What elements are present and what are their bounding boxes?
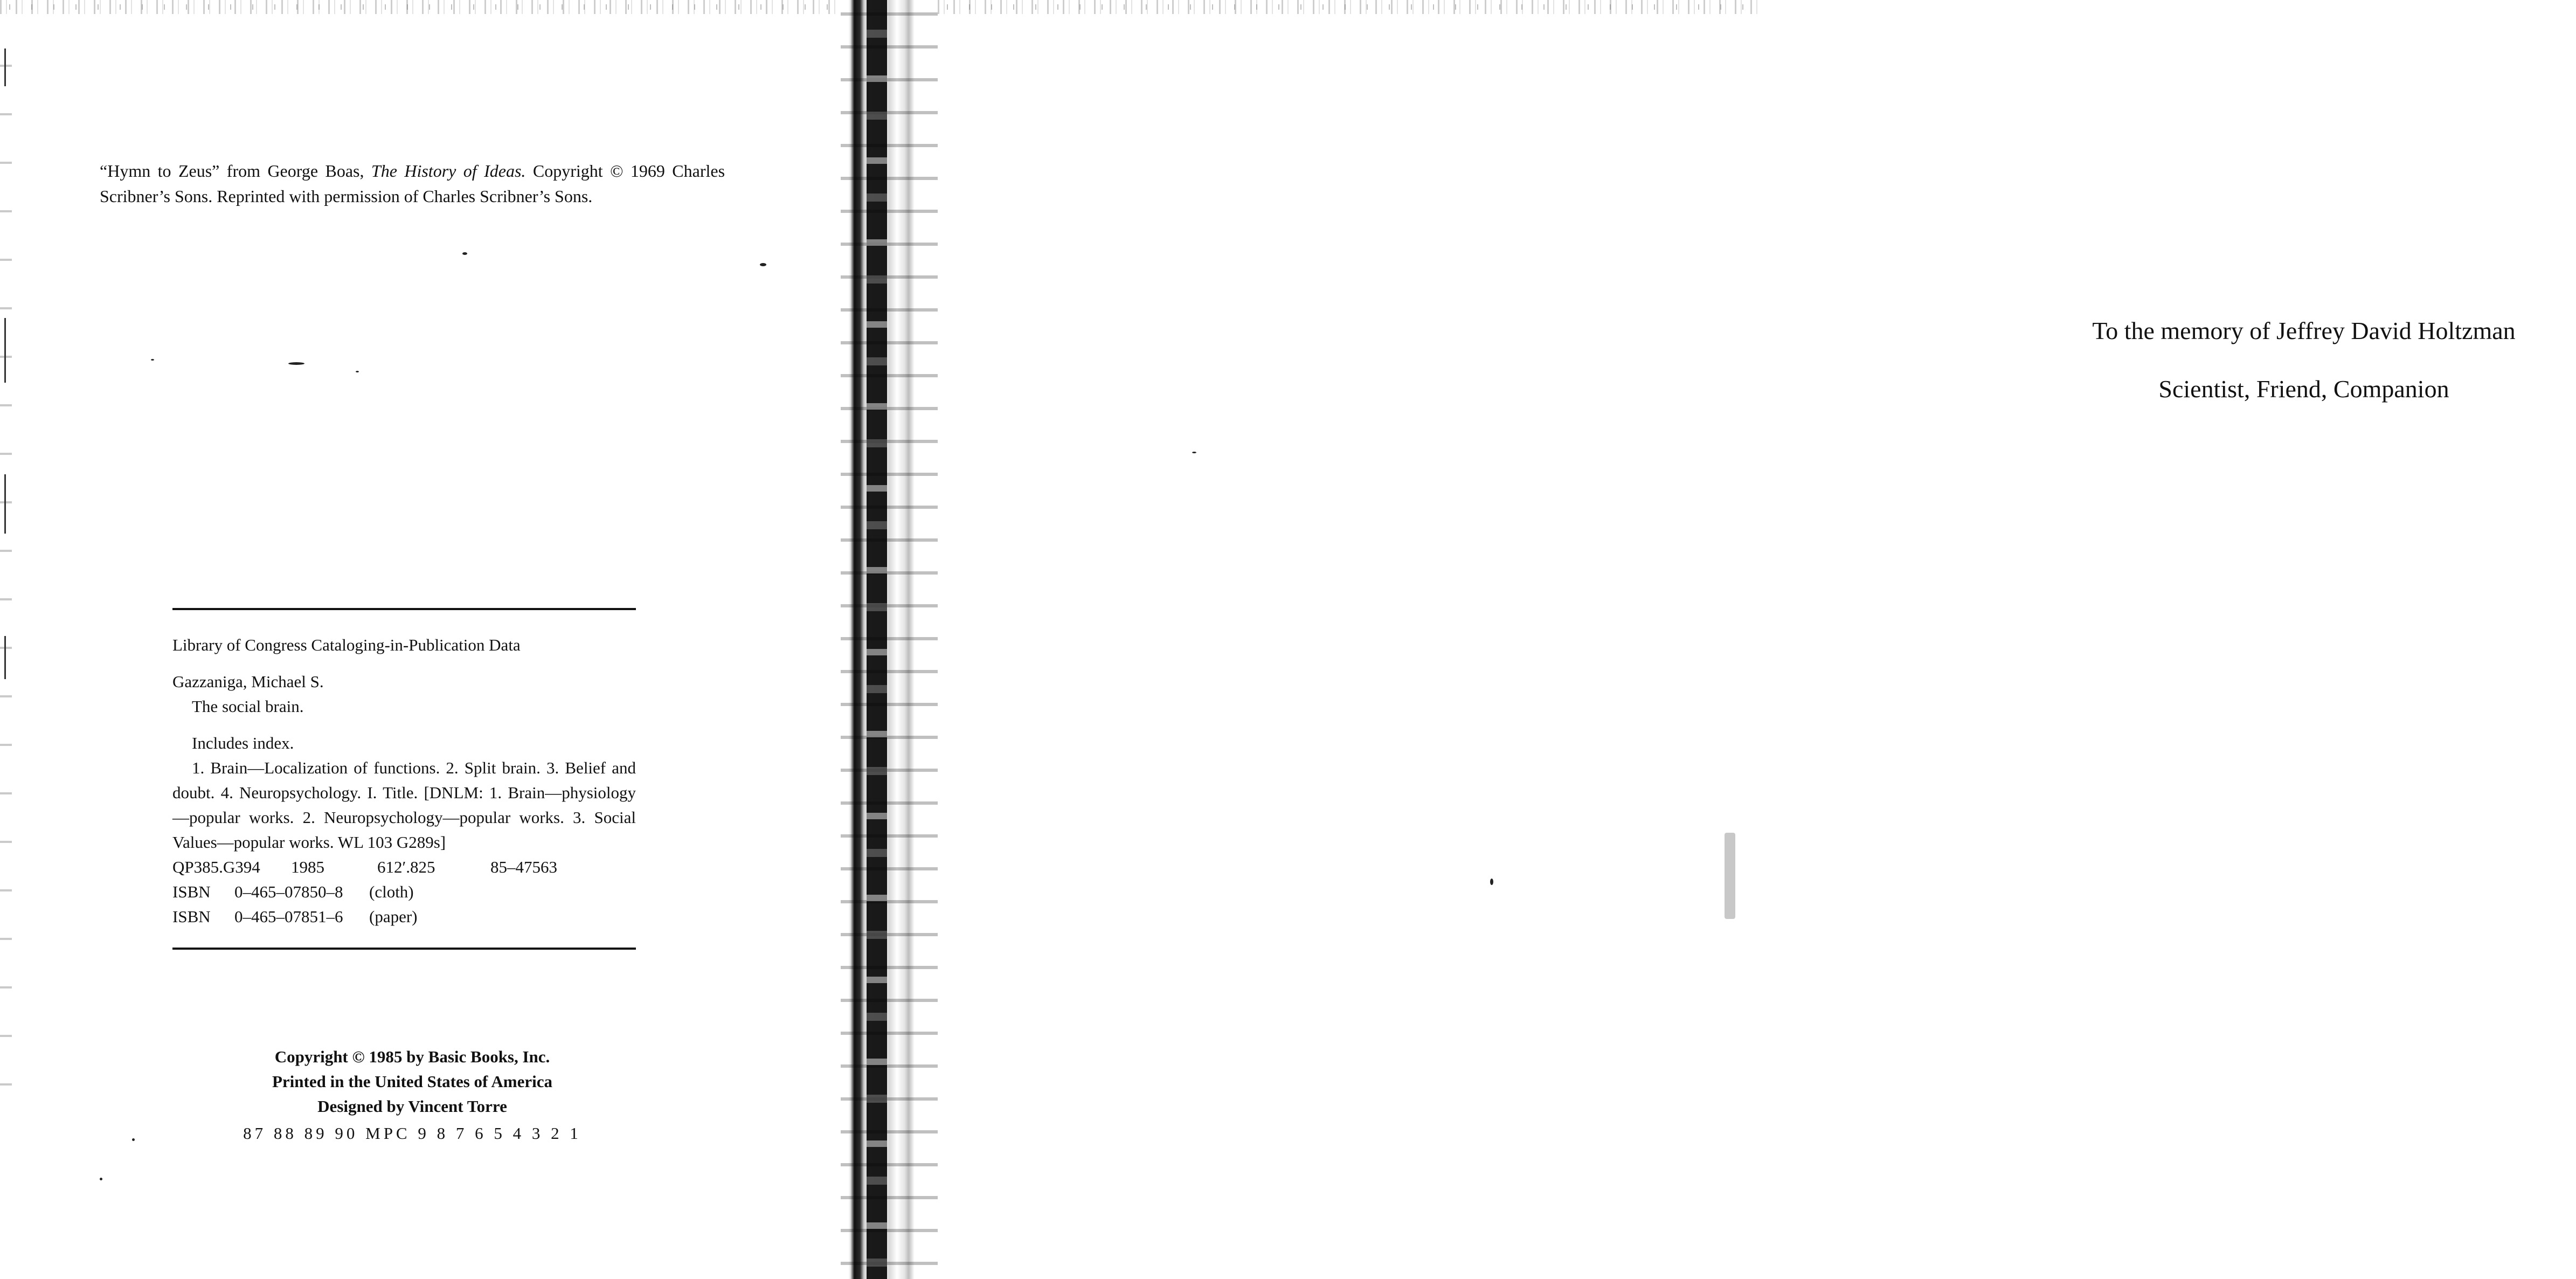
credit-book-title: The History of Ideas. [371, 161, 526, 181]
credit-suffix: Copyright © 1969 Charles Scribner’s Sons. Reprinted with permission of Charles Scribner’s Sons. [100, 161, 725, 206]
cip-title: The social brain. [192, 697, 304, 716]
cip-author: Gazzaniga, Michael S. [172, 672, 324, 691]
speck [1490, 879, 1493, 885]
cip-year: 1985 [291, 858, 324, 876]
speck [151, 359, 154, 361]
speck [760, 263, 766, 266]
speck [288, 362, 304, 365]
isbn-number: 0–465–07850–8 [234, 882, 343, 901]
scan-edge-mark [4, 474, 6, 534]
isbn-row [172, 880, 636, 904]
book-gutter [841, 0, 938, 1279]
right-page [938, 0, 2516, 1279]
imprint-printed: Printed in the United States of America [272, 1072, 553, 1091]
cip-lccn: 85–47563 [490, 858, 557, 876]
scan-edge-mark [1725, 833, 1735, 919]
permission-credit [100, 158, 725, 209]
isbn-number: 0–465–07851–6 [234, 907, 343, 926]
cip-heading: Library of Congress Cataloging-in-Publication Data [172, 635, 521, 654]
imprint-copyright: Copyright © 1985 by Basic Books, Inc. [274, 1047, 550, 1066]
cip-includes: Includes index. [192, 734, 294, 752]
dedication [2032, 302, 2576, 418]
cip-call-number: QP385.G394 [172, 858, 260, 876]
speck [462, 252, 467, 255]
imprint-block [205, 1045, 620, 1146]
credit-prefix: “Hymn to Zeus” from George Boas, [100, 161, 371, 181]
speck [1192, 452, 1196, 453]
isbn-binding: (cloth) [369, 882, 414, 901]
cip-top-rule [172, 608, 636, 610]
isbn-label: ISBN [172, 882, 211, 901]
scan-left-edge [0, 43, 12, 1121]
speck [100, 1178, 102, 1180]
dedication-line-2: Scientist, Friend, Companion [2158, 375, 2449, 403]
scan-edge-noise [938, 0, 1760, 14]
printing-line: 87 88 89 90 MPC 9 8 7 6 5 4 3 2 1 [243, 1124, 581, 1143]
cip-classification [172, 855, 636, 880]
cip-subjects: 1. Brain—Localization of functions. 2. Split brain. 3. Belief and doubt. 4. Neuropsychology. I. Title. [DNLM: 1. Brain—physiology—popular works. 2. Neuropsychology—popular works. 3. Social Values—popular works. WL 103 G289s] [172, 758, 636, 852]
scan-edge-mark [4, 636, 6, 679]
isbn-label: ISBN [172, 907, 211, 926]
cip-bottom-rule [172, 948, 636, 950]
scan-edge-noise [0, 0, 841, 14]
scan-edge-mark [4, 318, 6, 383]
isbn-row [172, 904, 636, 929]
dedication-line-1: To the memory of Jeffrey David Holtzman [2092, 317, 2516, 344]
speck [132, 1138, 135, 1141]
speck [356, 371, 359, 372]
left-page [0, 0, 841, 1279]
cip-dewey: 612′.825 [377, 858, 435, 876]
scan-edge-mark [4, 49, 6, 86]
imprint-designer: Designed by Vincent Torre [317, 1097, 507, 1116]
isbn-binding: (paper) [369, 907, 418, 926]
cataloging-in-publication-block [172, 608, 636, 950]
